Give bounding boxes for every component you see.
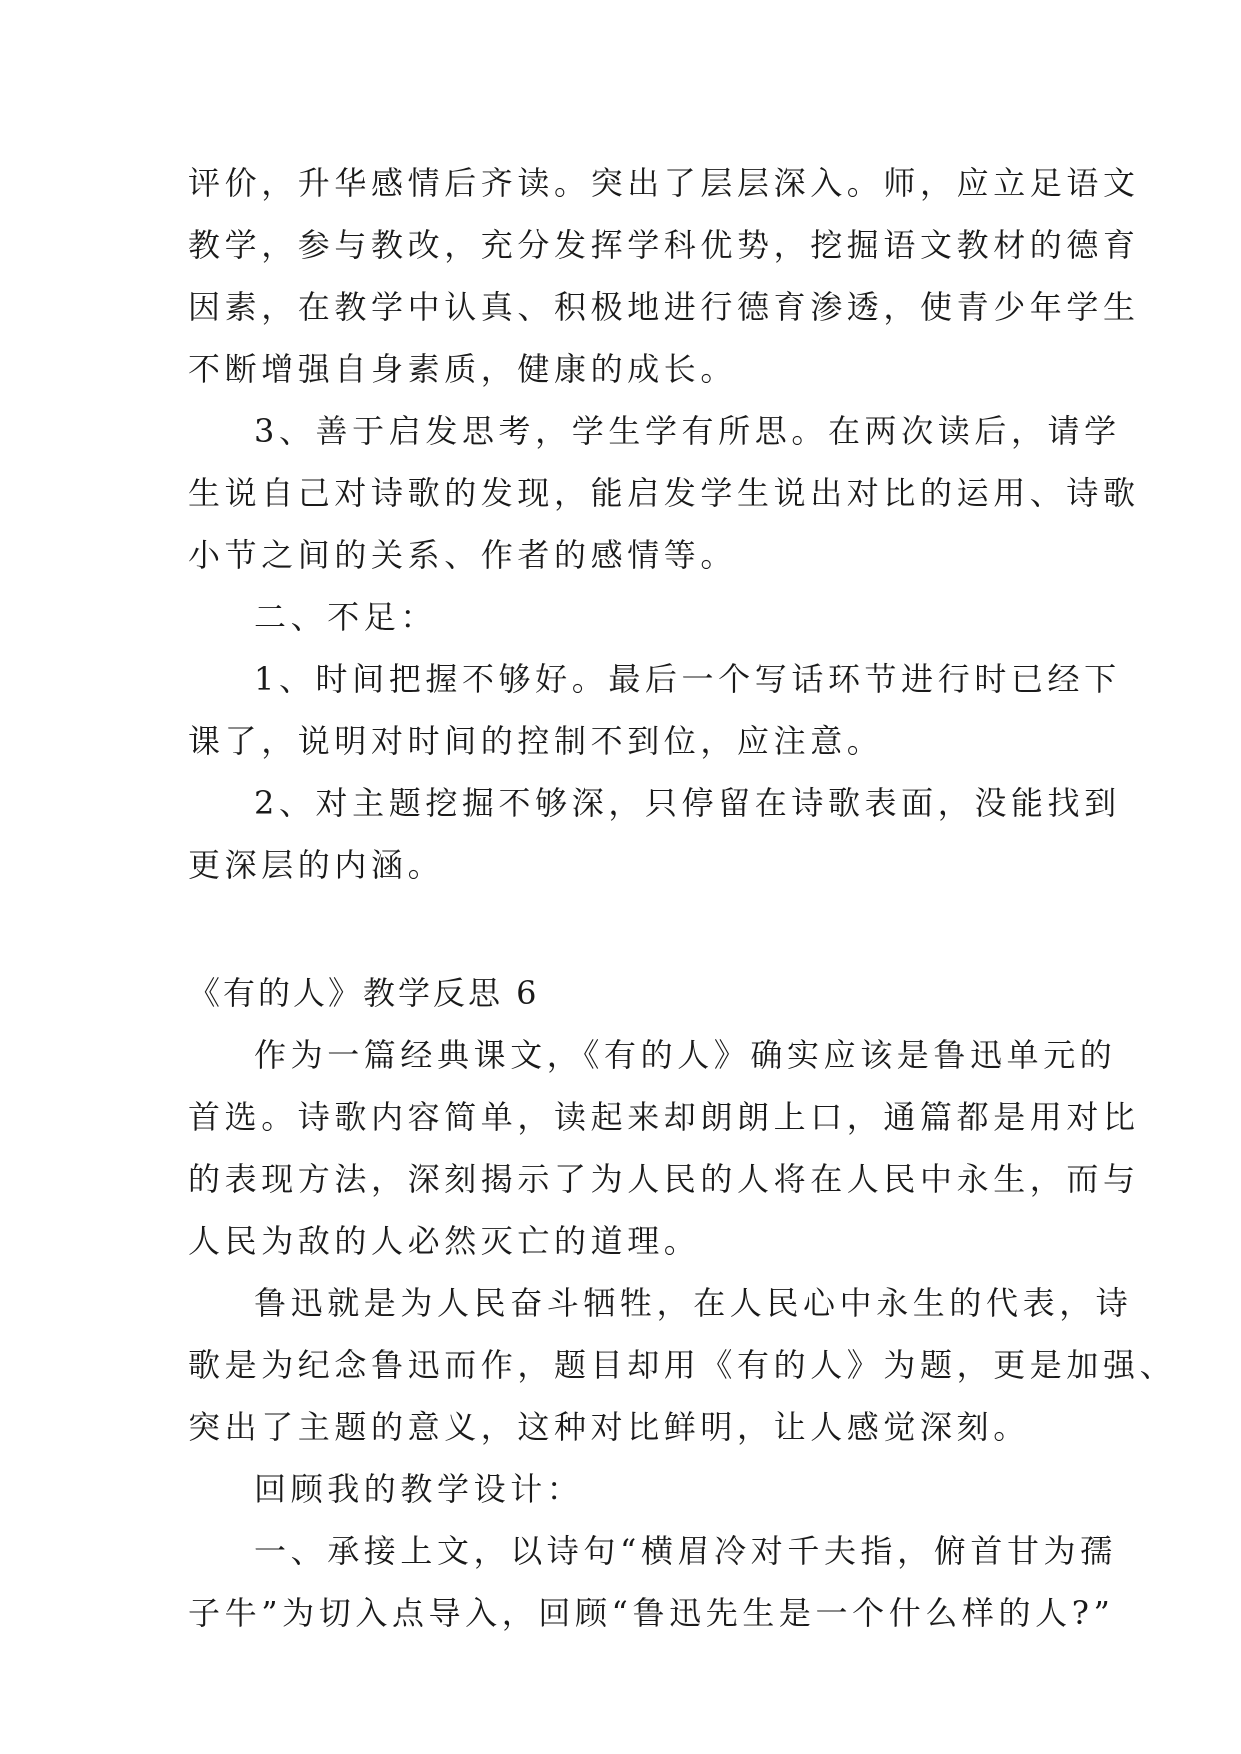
- paragraph-luxun: [188, 1272, 1177, 1458]
- paragraph-shortcoming-1: [188, 648, 1121, 772]
- text-line: 人民为敌的人必然灭亡的道理。: [188, 1222, 701, 1260]
- text-line: 课了，说明对时间的控制不到位，应注意。: [188, 722, 884, 760]
- text-line: 小节之间的关系、作者的感情等。: [188, 536, 738, 574]
- section-title: 《有的人》教学反思 6: [188, 974, 540, 1012]
- paragraph-step-1: [188, 1520, 1117, 1644]
- text-line: 2、对主题挖掘不够深，只停留在诗歌表面，没能找到: [254, 784, 1121, 822]
- text-line: 子牛”为切入点导入，回顾“鲁迅先生是一个什么样的人?”: [188, 1594, 1115, 1632]
- text-line: 作为一篇经典课文，《有的人》确实应该是鲁迅单元的: [254, 1036, 1117, 1074]
- text-line: 的表现方法，深刻揭示了为人民的人将在人民中永生，而与: [188, 1160, 1140, 1198]
- paragraph-evaluation-continued: [188, 152, 1140, 400]
- text-line: 因素，在教学中认真、积极地进行德育渗透，使青少年学生: [188, 288, 1140, 326]
- text-line: 不断增强自身素质，健康的成长。: [188, 350, 738, 388]
- text-line: 教学，参与教改，充分发挥学科优势，挖掘语文教材的德育: [188, 226, 1140, 264]
- text-line: 评价，升华感情后齐读。突出了层层深入。师，应立足语文: [188, 164, 1140, 202]
- document-body: [188, 152, 1177, 1644]
- text-line: 鲁迅就是为人民奋斗牺牲，在人民心中永生的代表，诗: [254, 1284, 1133, 1322]
- paragraph-point-3: [188, 400, 1140, 586]
- text-line: 歌是为纪念鲁迅而作，题目却用《有的人》为题，更是加强、: [188, 1346, 1177, 1384]
- text-line: 突出了主题的意义，这种对比鲜明，让人感觉深刻。: [188, 1408, 1030, 1446]
- text-line: 3、善于启发思考，学生学有所思。在两次读后，请学: [254, 412, 1121, 450]
- text-line: 1、时间把握不够好。最后一个写话环节进行时已经下: [254, 660, 1121, 698]
- text-line: 更深层的内涵。: [188, 846, 445, 884]
- review-heading: 回顾我的教学设计：: [254, 1470, 584, 1508]
- text-line: 首选。诗歌内容简单，读起来却朗朗上口，通篇都是用对比: [188, 1098, 1140, 1136]
- paragraph-shortcoming-2: [188, 772, 1121, 896]
- text-line: 生说自己对诗歌的发现，能启发学生说出对比的运用、诗歌: [188, 474, 1140, 512]
- text-line: 一、承接上文，以诗句“横眉冷对千夫指，俯首甘为孺: [254, 1532, 1117, 1570]
- paragraph-intro: [188, 1024, 1140, 1272]
- section-spacer: [188, 896, 1048, 962]
- shortcomings-heading: 二、不足：: [254, 598, 438, 636]
